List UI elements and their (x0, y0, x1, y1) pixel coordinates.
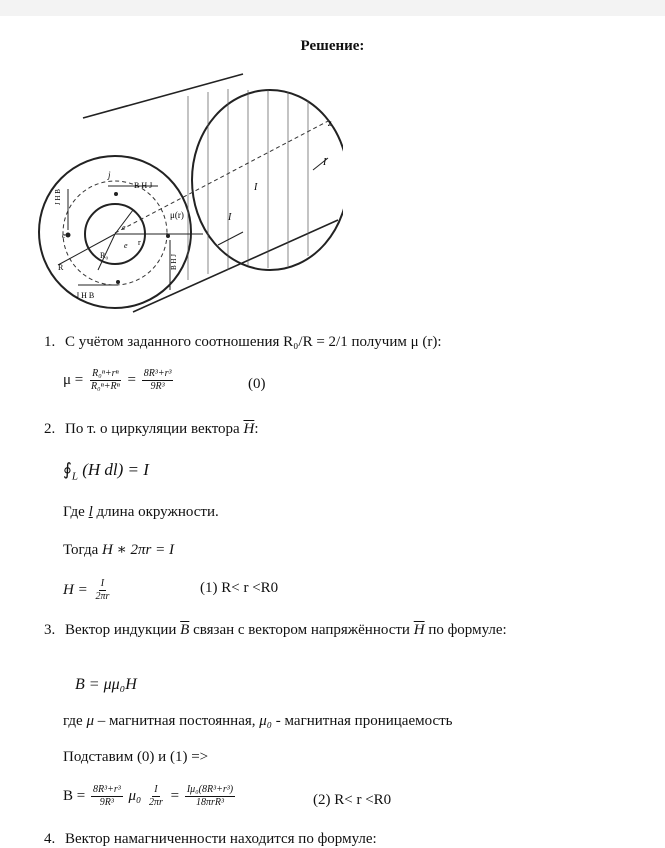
label-mu-r: μ(r) (170, 210, 184, 220)
label-e-z: e (62, 231, 66, 240)
label-z: z (328, 118, 332, 128)
label-BHJ-right: B H J (170, 254, 178, 270)
circulation-equation: $∮_L$ (H dl) = I (63, 460, 149, 483)
where-l-text: Где l длина окружности. (63, 504, 219, 520)
label-BHJ-top: B H J (134, 181, 153, 190)
item-2: 2. По т. о циркуляции вектора $\overline{H}$: (44, 421, 259, 437)
fraction: $\frac{I}{2\pi r}$ (148, 784, 163, 808)
equation-2: B = $\frac{\text{8R³+r³}}{\text{9R³}}$ μ₀ $\frac{I}{2\pi r}$ = $\frac{\text{Iμ₀(8R³+r³)}}{\text{18πrR³}}$ (63, 784, 234, 808)
equation-tag: (0) (248, 376, 266, 392)
label-I-line: I (254, 182, 258, 193)
item-number: 1. (44, 334, 56, 350)
item-4: 4. Вектор намагниченности находится по формуле: (44, 831, 377, 847)
where-mu-text: где μ – магнитная постоянная, μ₀ - магнитная проницаемость (63, 713, 453, 729)
heading: Решение: (300, 38, 365, 54)
label-r: r (138, 238, 141, 247)
substitute-text: Подставим (0) и (1) => (63, 749, 209, 765)
item-1 (44, 334, 442, 351)
equation-tag: (2) R< r <R0 (313, 792, 392, 808)
label-JHB-left: J H B (54, 189, 62, 205)
fraction: $\frac{\text{Iμ₀(8R³+r³)}}{\text{18πrR³}}$ (186, 784, 234, 808)
fraction: $\frac{I}{2\pi r}$ (95, 578, 110, 602)
item-text: С учётом заданного соотношения R₀/R = 2/1 получим μ (r): (65, 334, 442, 350)
label-R0: R₀ (100, 251, 109, 260)
label-I-inner: I (228, 212, 232, 223)
fraction: $\frac{\text{R₀ⁿ+rⁿ}}{\text{R₀ⁿ+Rⁿ}}$ (91, 368, 120, 392)
label-I-outer: I (323, 157, 327, 168)
fraction: $\frac{\text{8R³+r³}}{\text{9R³}}$ (92, 784, 121, 808)
label-j-dot: j (108, 170, 111, 180)
induction-equation: B = μμ₀H (75, 676, 137, 693)
vector-H: $\overline{H}$ (243, 421, 255, 437)
equation-0: μ = $\frac{\text{R₀ⁿ+rⁿ}}{\text{R₀ⁿ+Rⁿ}}$ = $\frac{\text{8R³+r³}}{\text{9R³}}$ (63, 368, 172, 392)
eq-lhs: μ = (63, 371, 84, 388)
label-e-r: e (124, 241, 128, 250)
top-bar (0, 0, 665, 16)
label-R: R (58, 263, 64, 272)
then-equation: Тогда H ∗ 2πr = I (63, 542, 174, 558)
label-JHB-bottom: J H B (76, 291, 95, 300)
equation-1: H = $\frac{I}{2\pi r}$ (63, 578, 110, 602)
item-3: 3. Вектор индукции $\overline{B}$ связан с вектором напряжённости $\overline{H}$ по формуле: (44, 622, 507, 638)
equation-tag: (1) R< r <R0 (200, 580, 279, 596)
label-e-phi: e (122, 223, 126, 232)
coaxial-cylinder-figure (38, 70, 343, 320)
fraction: $\frac{\text{8R³+r³}}{\text{9R³}}$ (143, 368, 172, 392)
